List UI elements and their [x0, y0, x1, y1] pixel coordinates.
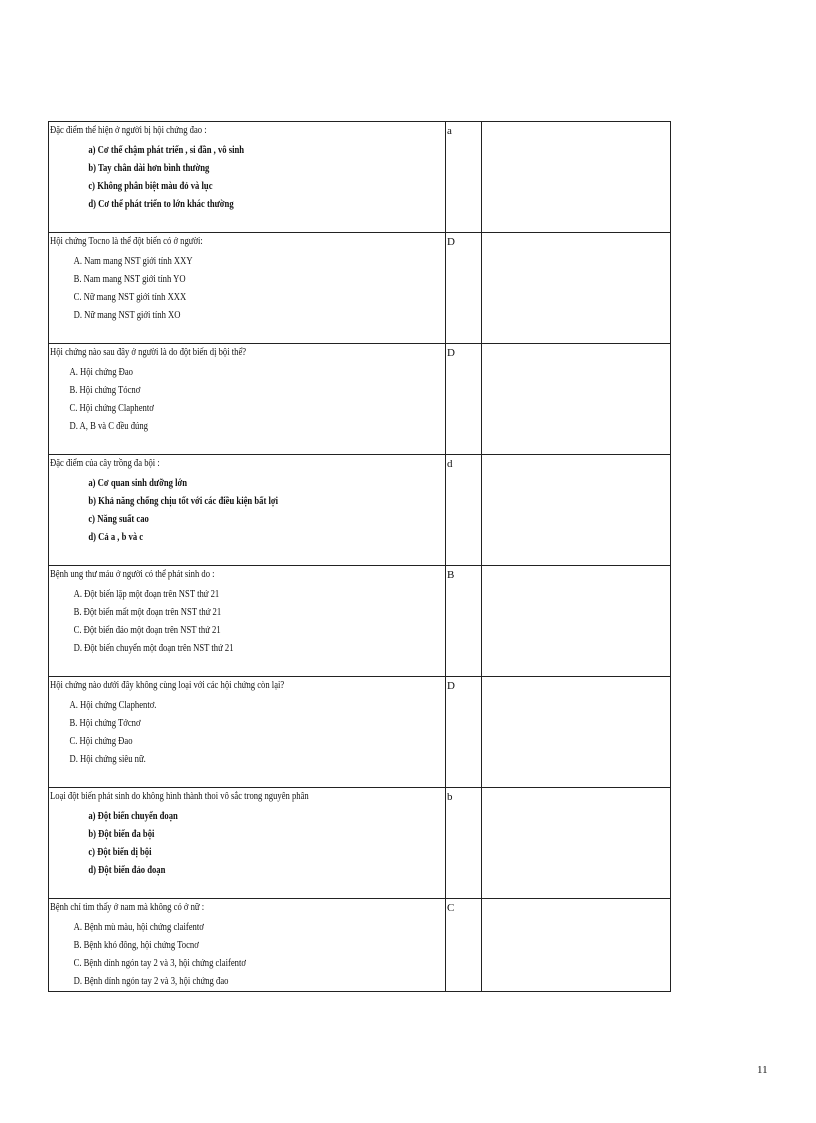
- notes-cell: [482, 344, 671, 455]
- notes-cell: [482, 122, 671, 233]
- answer-option: A. Hội chứng Đao: [69, 367, 133, 378]
- answer-cell: [446, 566, 482, 677]
- answer-option: C. Đột biến đảo một đoạn trên NST thứ 21: [73, 625, 221, 636]
- answer-key: C: [447, 902, 455, 914]
- answer-option: a) Đột biến chuyển đoạn: [88, 811, 178, 822]
- question-cell: [49, 455, 446, 566]
- question-row: [49, 233, 671, 344]
- answer-cell: [446, 455, 482, 566]
- answer-option: d) Cả a , b và c: [88, 532, 144, 543]
- page-number: 11: [757, 1064, 768, 1076]
- question-row: [49, 344, 671, 455]
- answer-option: B. Hội chứng Tớcnơ: [69, 718, 141, 729]
- answer-option: C. Bệnh dính ngón tay 2 và 3, hội chứng claifentơ: [73, 958, 246, 969]
- quiz-body: [49, 122, 671, 992]
- answer-option: C. Nữ mang NST giới tính XXX: [73, 292, 187, 303]
- question-cell: [49, 788, 446, 899]
- question-cell: [49, 899, 446, 992]
- notes-cell: [482, 788, 671, 899]
- answer-option: c) Đột biến dị bội: [88, 847, 152, 858]
- question-cell: [49, 233, 446, 344]
- answer-option: B. Hội chứng Tócnơ: [69, 385, 141, 396]
- answer-key: b: [447, 791, 453, 803]
- notes-cell: [482, 233, 671, 344]
- answer-option: b) Đột biến đa bội: [88, 829, 155, 840]
- answer-option: b) Khả năng chống chịu tốt với các điều kiện bất lợi: [88, 496, 279, 507]
- question-text: Hội chứng nào sau đây ở người là do đột biến dị bội thể?: [50, 347, 247, 358]
- answer-cell: [446, 344, 482, 455]
- question-row: [49, 677, 671, 788]
- answer-option: A. Đột biến lặp một đoạn trên NST thứ 21: [73, 589, 220, 600]
- question-text: Bệnh chỉ tìm thấy ở nam mà không có ở nữ :: [50, 902, 205, 913]
- answer-key: D: [447, 680, 455, 692]
- answer-option: A. Nam mang NST giới tính XXY: [73, 256, 193, 267]
- answer-key: D: [447, 236, 455, 248]
- notes-cell: [482, 455, 671, 566]
- answer-option: c) Năng suất cao: [88, 514, 149, 525]
- answer-cell: [446, 122, 482, 233]
- answer-cell: [446, 233, 482, 344]
- question-text: Loại đột biến phát sinh do không hình thành thoi vô sắc trong nguyên phân: [50, 791, 309, 802]
- answer-option: b) Tay chân dài hơn bình thường: [88, 163, 210, 174]
- answer-option: d) Cơ thể phát triển to lớn khác thường: [88, 199, 234, 210]
- answer-option: A. Bệnh mù màu, hội chứng claifentơ: [73, 922, 204, 933]
- question-text: Bệnh ung thư máu ở người có thể phát sinh do :: [50, 569, 215, 580]
- question-text: Đặc điểm của cây trồng đa bội :: [50, 458, 160, 469]
- answer-option: a) Cơ quan sinh dưỡng lớn: [88, 478, 188, 489]
- answer-option: D. Nữ mang NST giới tính XO: [73, 310, 181, 321]
- answer-option: B. Bệnh khó đông, hội chứng Tocnơ: [73, 940, 199, 951]
- answer-option: B. Nam mang NST giới tính YO: [73, 274, 186, 285]
- question-cell: [49, 122, 446, 233]
- question-row: [49, 788, 671, 899]
- answer-option: D. Hội chứng siêu nữ.: [69, 754, 146, 765]
- answer-option: D. Bệnh dính ngón tay 2 và 3, hội chứng đao: [73, 976, 229, 987]
- answer-option: B. Đột biến mất một đoạn trên NST thứ 21: [73, 607, 222, 618]
- notes-cell: [482, 566, 671, 677]
- question-row: [49, 455, 671, 566]
- question-text: Hội chứng nào dưới đây không cùng loại với các hội chứng còn lại?: [50, 680, 285, 691]
- answer-cell: [446, 899, 482, 992]
- answer-key: B: [447, 569, 455, 581]
- notes-cell: [482, 677, 671, 788]
- question-cell: [49, 566, 446, 677]
- answer-key: a: [447, 125, 452, 137]
- question-text: Hội chứng Tocno là thể đột biến có ở người:: [50, 236, 203, 247]
- answer-option: C. Hội chứng Đao: [69, 736, 133, 747]
- question-cell: [49, 677, 446, 788]
- question-row: [49, 566, 671, 677]
- answer-option: a) Cơ thể chậm phát triển , si đần , vô sinh: [88, 145, 245, 156]
- answer-option: D. Đột biến chuyển một đoạn trên NST thứ 21: [73, 643, 234, 654]
- answer-option: d) Đột biến đảo đoạn: [88, 865, 166, 876]
- answer-cell: [446, 677, 482, 788]
- answer-option: c) Không phân biệt màu đỏ và lục: [88, 181, 213, 192]
- question-row: [49, 122, 671, 233]
- answer-key: d: [447, 458, 453, 470]
- notes-cell: [482, 899, 671, 992]
- question-row: [49, 899, 671, 992]
- answer-key: D: [447, 347, 455, 359]
- answer-option: A. Hội chứng Claphentơ.: [69, 700, 157, 711]
- answer-option: D. A, B và C đều đúng: [69, 421, 148, 432]
- answer-cell: [446, 788, 482, 899]
- question-cell: [49, 344, 446, 455]
- answer-option: C. Hội chứng Claphentơ: [69, 403, 154, 414]
- question-text: Đặc điểm thể hiện ở người bị hội chứng đao :: [50, 125, 207, 136]
- quiz-table: [48, 121, 671, 992]
